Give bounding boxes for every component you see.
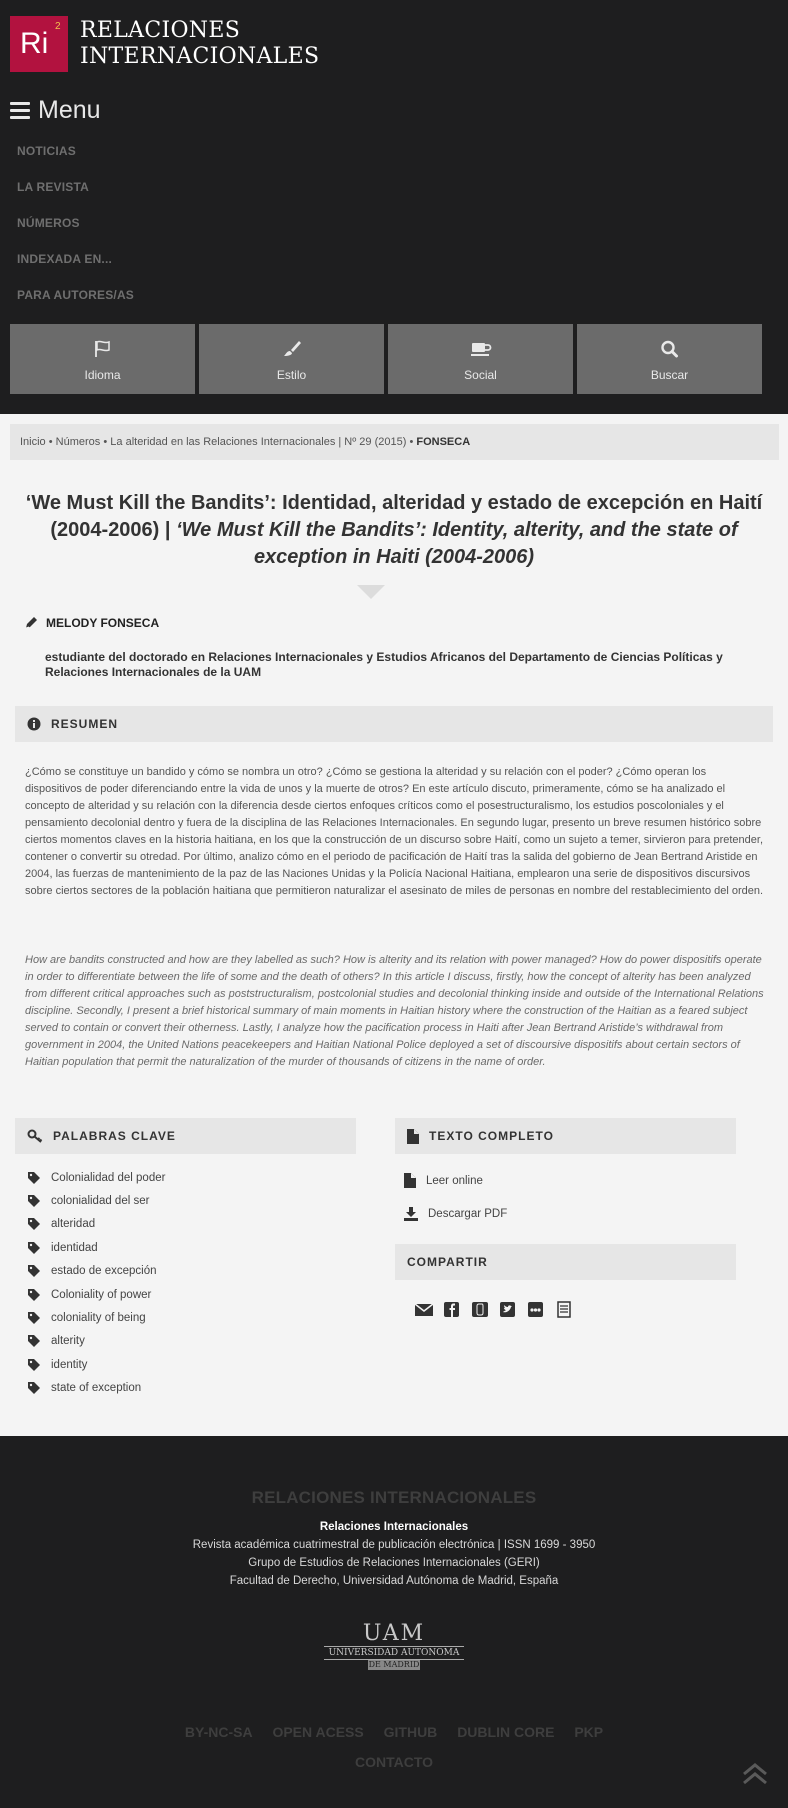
keyword-label: identidad xyxy=(51,1241,98,1254)
fulltext-heading-label: TEXTO COMPLETO xyxy=(429,1129,554,1143)
tile-buscar-label: Buscar xyxy=(650,368,689,382)
logo-mark-text: Ri xyxy=(20,27,49,60)
site-footer xyxy=(0,1436,788,1808)
keyword-item[interactable] xyxy=(28,1236,165,1259)
menu-label: Menu xyxy=(38,96,101,124)
tag-icon xyxy=(28,1359,41,1371)
main-nav xyxy=(17,142,134,322)
footer-link-license[interactable]: BY-NC-SA xyxy=(184,1724,253,1740)
search-icon xyxy=(660,340,680,358)
tile-buscar[interactable] xyxy=(577,324,762,394)
keyword-label: alteridad xyxy=(51,1218,96,1231)
tag-icon xyxy=(28,1195,41,1207)
download-icon xyxy=(404,1207,418,1221)
keyword-label: Colonialidad del poder xyxy=(51,1171,166,1184)
footer-link-pkp[interactable]: PKP xyxy=(574,1724,604,1740)
nav-item-noticias[interactable]: NOTICIAS xyxy=(17,144,76,158)
abstract-heading xyxy=(15,706,773,742)
share-icons xyxy=(414,1301,574,1318)
file-icon xyxy=(407,1129,419,1144)
tile-estilo[interactable] xyxy=(199,324,384,394)
keyword-label: coloniality of being xyxy=(51,1312,146,1325)
footer-info xyxy=(0,1518,788,1590)
keyword-item[interactable] xyxy=(28,1260,165,1283)
pencil-icon xyxy=(24,616,38,630)
footer-title: RELACIONES INTERNACIONALES xyxy=(251,1488,537,1507)
keyword-item[interactable] xyxy=(28,1330,165,1353)
tile-social[interactable] xyxy=(388,324,573,394)
nav-item-la-revista[interactable]: LA REVISTA xyxy=(17,180,90,194)
uam-logo-big: UAM xyxy=(362,1621,426,1646)
site-header xyxy=(0,0,788,414)
breadcrumb-separator: • xyxy=(48,436,53,448)
keyword-label: alterity xyxy=(51,1335,85,1348)
coffee-icon xyxy=(470,340,492,358)
tool-tiles xyxy=(10,324,762,394)
back-to-top-icon[interactable] xyxy=(742,1763,768,1790)
menu-toggle[interactable] xyxy=(10,96,101,125)
footer-line-1: Revista académica cuatrimestral de publicación electrónica | ISSN 1699 - 3950 xyxy=(192,1539,596,1551)
facebook-icon[interactable] xyxy=(442,1301,462,1318)
logo-mark-sup: 2 xyxy=(55,21,61,32)
keyword-label: estado de excepción xyxy=(51,1265,157,1278)
tile-social-label: Social xyxy=(464,368,497,382)
nav-item-autores[interactable]: PARA AUTORES/AS xyxy=(17,288,135,302)
author-name[interactable]: MELODY FONSECA xyxy=(46,616,160,630)
footer-line-3: Facultad de Derecho, Universidad Autónoma de Madrid, España xyxy=(229,1575,559,1587)
flag-icon xyxy=(93,340,113,358)
breadcrumb-issue[interactable]: La alteridad en las Relaciones Internacionales | Nº 29 (2015) xyxy=(110,436,407,448)
keywords-heading-label: PALABRAS CLAVE xyxy=(53,1129,176,1143)
twitter-icon[interactable] xyxy=(498,1301,518,1318)
keyword-label: colonialidad del ser xyxy=(51,1195,150,1208)
nav-item-numeros[interactable]: NÚMEROS xyxy=(17,216,80,230)
tag-icon xyxy=(28,1265,41,1277)
abstract-heading-label: RESUMEN xyxy=(51,717,119,731)
fulltext-heading xyxy=(395,1118,736,1154)
footer-journal-name: Relaciones Internacionales xyxy=(319,1521,469,1533)
breadcrumb-separator: • xyxy=(103,436,108,448)
tile-idioma[interactable] xyxy=(10,324,195,394)
keyword-item[interactable] xyxy=(28,1213,165,1236)
print-icon[interactable] xyxy=(554,1301,574,1318)
site-logo[interactable] xyxy=(10,16,319,72)
tag-icon xyxy=(28,1312,41,1324)
tag-icon xyxy=(28,1218,41,1230)
footer-line-2: Grupo de Estudios de Relaciones Internacionales (GERI) xyxy=(248,1557,540,1569)
tag-icon xyxy=(28,1242,41,1254)
keyword-label: state of exception xyxy=(51,1382,142,1395)
footer-link-dublin-core[interactable]: DUBLIN CORE xyxy=(457,1724,555,1740)
delicious-icon[interactable] xyxy=(470,1301,490,1318)
breadcrumb-separator: • xyxy=(409,436,414,448)
article-title-es: ‘We Must Kill the Bandits’: Identidad, alteridad y estado de excepción en Haití (2004-2006) | xyxy=(25,492,763,541)
keyword-item[interactable] xyxy=(28,1283,165,1306)
logo-text xyxy=(80,18,319,70)
tile-estilo-label: Estilo xyxy=(276,368,307,382)
breadcrumb-current: FONSECA xyxy=(416,436,471,448)
uam-logo-small2: DE MADRID xyxy=(368,1660,420,1669)
brush-icon xyxy=(282,340,302,358)
keyword-label: Coloniality of power xyxy=(51,1288,152,1301)
download-pdf-label: Descargar PDF xyxy=(428,1208,508,1220)
logo-line-2: INTERNACIONALES xyxy=(80,44,320,69)
keyword-item[interactable] xyxy=(28,1306,165,1329)
keywords-heading xyxy=(15,1118,356,1154)
share-heading-label: COMPARTIR xyxy=(407,1255,488,1269)
uam-logo-small: UNIVERSIDAD AUTONOMA xyxy=(324,1646,464,1660)
hamburger-icon xyxy=(10,102,30,119)
abstract-es: ¿Cómo se constituye un bandido y cómo se nombra un otro? ¿Cómo se gestiona la alteridad y su relación con el poder? ¿Cómo operan los dispositivos de poder diferenciando entre la vida de unos y la muerte de otros? En este artículo discuto, primeramente, cómo se ha analizado el concepto de alteridad y su relación con la diferencia desde ciertos enfoques críticos como el posestructuralismo, los estudios poscoloniales y el pensamiento decolonial dentro y fuera de la disciplina de las Relaciones Internacionales. En segundo lugar, presento un breve resumen histórico sobre ciertos momentos claves en la historia haitiana, en los que la construcción de un discurso sobre Haití, como un sujeto a temer, sirvieron para pretender, contener o convertir su otredad. Por último, analizo cómo en el periodo de pacificación de Haití tras la salida del gobierno de Jean Bertrand Aristide en 2004, las fuerzas de mantenimiento de la paz de las Naciones Unidas y la Policía Nacional Haitiana, emplearon una serie de dispositivos discursivos sobre ciertos sectores de la población haitiana que permitieron naturalizar el asesinato de miles de personas en nombre del restablecimiento del orden. xyxy=(25,766,764,897)
tag-icon xyxy=(28,1382,41,1394)
info-icon xyxy=(27,717,41,731)
keyword-item[interactable] xyxy=(28,1166,165,1189)
footer-link-contacto[interactable]: CONTACTO xyxy=(354,1754,434,1770)
keyword-item[interactable] xyxy=(28,1189,165,1212)
author-affiliation: estudiante del doctorado en Relaciones Internacionales y Estudios Africanos del Departamento de Ciencias Políticas y Relaciones Internacionales de la UAM xyxy=(45,650,723,679)
author xyxy=(24,616,159,630)
footer-link-open-access[interactable]: OPEN ACESS xyxy=(272,1724,364,1740)
key-icon xyxy=(27,1129,43,1143)
footer-links xyxy=(0,1724,788,1740)
footer-link-github[interactable]: GITHUB xyxy=(383,1724,438,1740)
logo-mark xyxy=(10,16,68,72)
abstract-en: How are bandits constructed and how are they labelled as such? How is alterity and its relation with power managed? How do power dispositifs operate in order to differentiate between the life of some and the death of others? In this article I discuss, firstly, how the concept of alterity has been analyzed from different critical approaches such as poststructuralism, postcolonial studies and decolonial thinking inside and outside of the International Relations discipline. Secondly, I present a brief historical summary of main moments in Haitian history where the construction of the Haitian as a feared subject served to contain or convert their otherness. Lastly, I analyze how the pacification process in Haiti after Jean Bertrand Aristide’s withdrawal from government in 2004, the United Nations peacekeepers and Haitian National Police deployed a set of discoursive dispositifs about certain sectors of Haitian population that permit the naturalization of the murder of thousands of citizens in the name of order. xyxy=(25,954,764,1068)
file-icon xyxy=(404,1173,416,1188)
download-pdf-link[interactable] xyxy=(404,1207,507,1221)
meneame-icon[interactable] xyxy=(526,1301,546,1318)
breadcrumb-numeros[interactable]: Números xyxy=(55,436,101,448)
keyword-label: identity xyxy=(51,1358,88,1371)
tag-icon xyxy=(28,1172,41,1184)
keyword-item[interactable] xyxy=(28,1353,165,1376)
read-online-link[interactable] xyxy=(404,1173,483,1188)
breadcrumb-inicio[interactable]: Inicio xyxy=(20,436,46,448)
article-title-en: ‘We Must Kill the Bandits’: Identity, alterity, and the state of exception in Haiti (2004-2006) xyxy=(176,519,738,568)
logo-line-1: RELACIONES xyxy=(80,18,241,43)
tag-icon xyxy=(28,1289,41,1301)
keyword-list xyxy=(28,1166,165,1400)
title-arrow xyxy=(357,585,385,599)
keyword-item[interactable] xyxy=(28,1377,165,1400)
email-icon[interactable] xyxy=(414,1301,434,1318)
breadcrumb xyxy=(10,424,779,460)
share-heading xyxy=(395,1244,736,1280)
nav-item-indexada[interactable]: INDEXADA EN... xyxy=(17,252,113,266)
tag-icon xyxy=(28,1335,41,1347)
uam-logo[interactable] xyxy=(324,1622,464,1672)
tile-idioma-label: Idioma xyxy=(84,368,121,382)
read-online-label: Leer online xyxy=(426,1174,483,1187)
article-title xyxy=(20,490,768,571)
